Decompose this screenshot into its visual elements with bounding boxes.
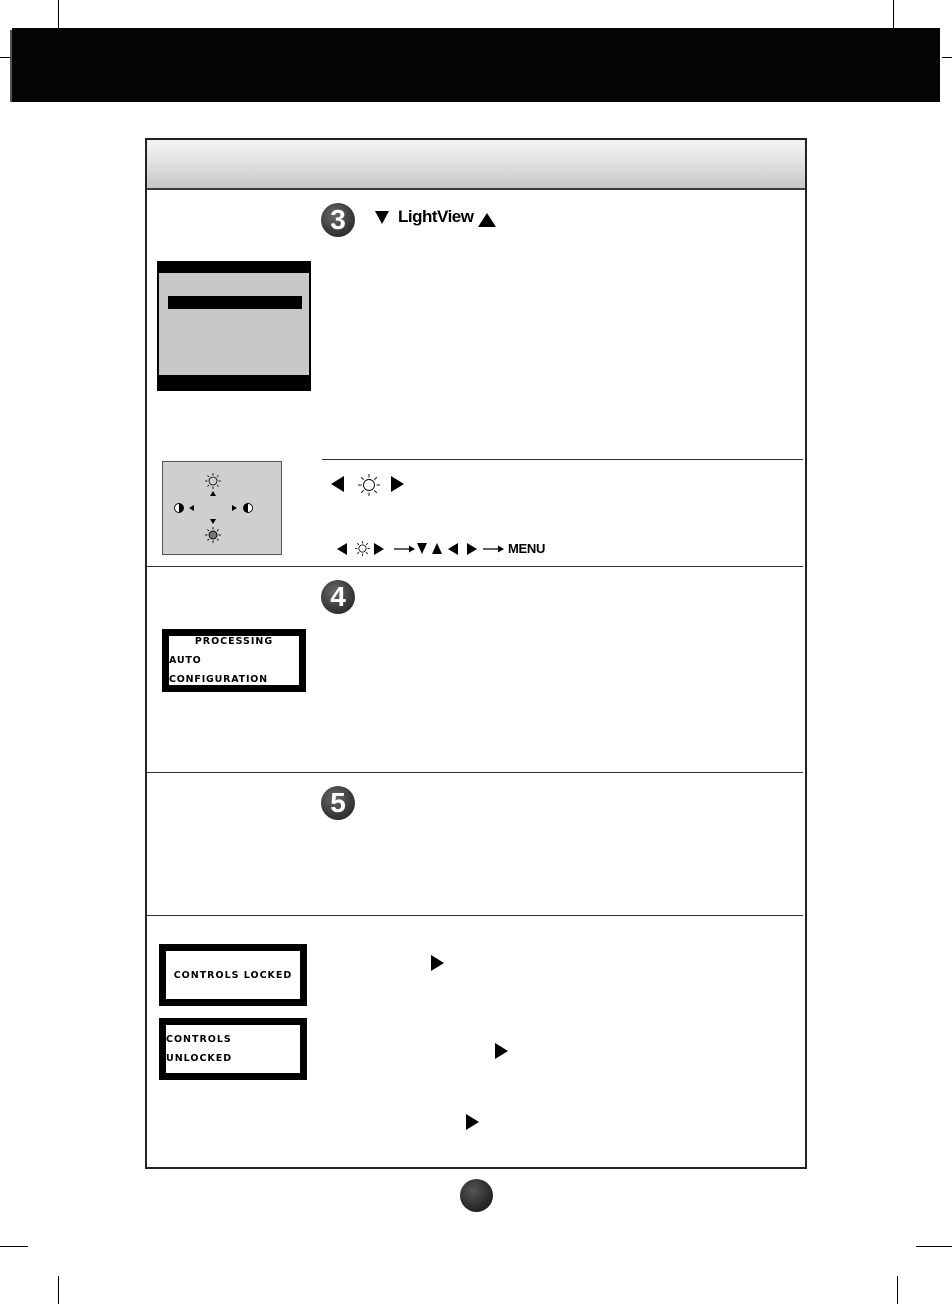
crop-mark bbox=[897, 1276, 898, 1304]
controls-unlocked-osd-box bbox=[159, 1018, 307, 1080]
page-number-bullet bbox=[460, 1179, 493, 1212]
menu-label: MENU bbox=[508, 541, 546, 556]
right-arrow-icon bbox=[232, 505, 237, 511]
left-arrow-icon bbox=[189, 505, 194, 511]
left-arrow-icon bbox=[331, 476, 344, 492]
sun-icon bbox=[356, 472, 382, 498]
right-arrow-icon bbox=[466, 1114, 479, 1130]
controls-locked-osd-inner bbox=[166, 951, 300, 999]
section-divider bbox=[322, 459, 803, 460]
processing-osd-line1: PROCESSING bbox=[194, 636, 274, 647]
controls-unlocked-text: CONTROLS UNLOCKED bbox=[166, 1034, 233, 1064]
up-arrow-icon bbox=[478, 213, 496, 227]
direction-pad-svg bbox=[163, 462, 281, 554]
osd-menu-screen bbox=[157, 261, 311, 391]
sun-icon-filled bbox=[205, 527, 221, 543]
up-arrow-icon bbox=[210, 491, 216, 496]
controls-locked-osd-box bbox=[159, 944, 307, 1006]
down-arrow-icon bbox=[417, 543, 427, 554]
controls-unlocked-osd-inner bbox=[166, 1025, 300, 1073]
lightview-label: LightView bbox=[398, 207, 474, 226]
frame-header-bar bbox=[147, 140, 805, 190]
control-direction-diagram bbox=[162, 461, 282, 555]
up-arrow-icon bbox=[432, 543, 442, 554]
crop-mark bbox=[0, 1246, 28, 1247]
right-arrow-icon bbox=[391, 476, 404, 492]
long-arrow-icon bbox=[483, 543, 505, 555]
step-number-3: 3 bbox=[321, 203, 355, 237]
left-arrow-icon bbox=[448, 543, 458, 555]
down-arrow-icon bbox=[210, 519, 216, 524]
controls-locked-text: CONTROLS LOCKED bbox=[173, 969, 293, 981]
section-divider bbox=[147, 772, 803, 773]
processing-osd-inner bbox=[169, 636, 299, 685]
section-divider bbox=[147, 915, 803, 916]
crop-mark bbox=[893, 0, 894, 28]
crop-mark bbox=[58, 1276, 59, 1304]
step-number-4: 4 bbox=[321, 580, 355, 614]
crop-mark bbox=[0, 57, 10, 58]
crop-mark bbox=[942, 57, 952, 58]
header-banner bbox=[12, 28, 940, 102]
step-number-5: 5 bbox=[321, 786, 355, 820]
crop-mark bbox=[916, 1246, 952, 1247]
long-arrow-icon bbox=[394, 543, 416, 555]
crop-mark bbox=[58, 0, 59, 28]
left-arrow-icon bbox=[337, 543, 347, 555]
right-arrow-icon bbox=[374, 543, 384, 555]
sun-icon bbox=[354, 540, 371, 557]
processing-osd-line2: AUTO CONFIGURATION bbox=[169, 655, 268, 685]
down-arrow-icon bbox=[375, 211, 389, 224]
processing-osd-box bbox=[162, 629, 306, 692]
right-arrow-icon bbox=[431, 955, 444, 971]
half-circle-icon bbox=[175, 504, 184, 513]
sun-icon bbox=[205, 473, 221, 489]
half-circle-icon bbox=[244, 504, 253, 513]
osd-menu-highlight-bar bbox=[168, 296, 302, 309]
right-arrow-icon bbox=[467, 543, 477, 555]
right-arrow-icon bbox=[495, 1043, 508, 1059]
section-divider bbox=[147, 566, 803, 567]
osd-menu-body bbox=[159, 273, 309, 375]
